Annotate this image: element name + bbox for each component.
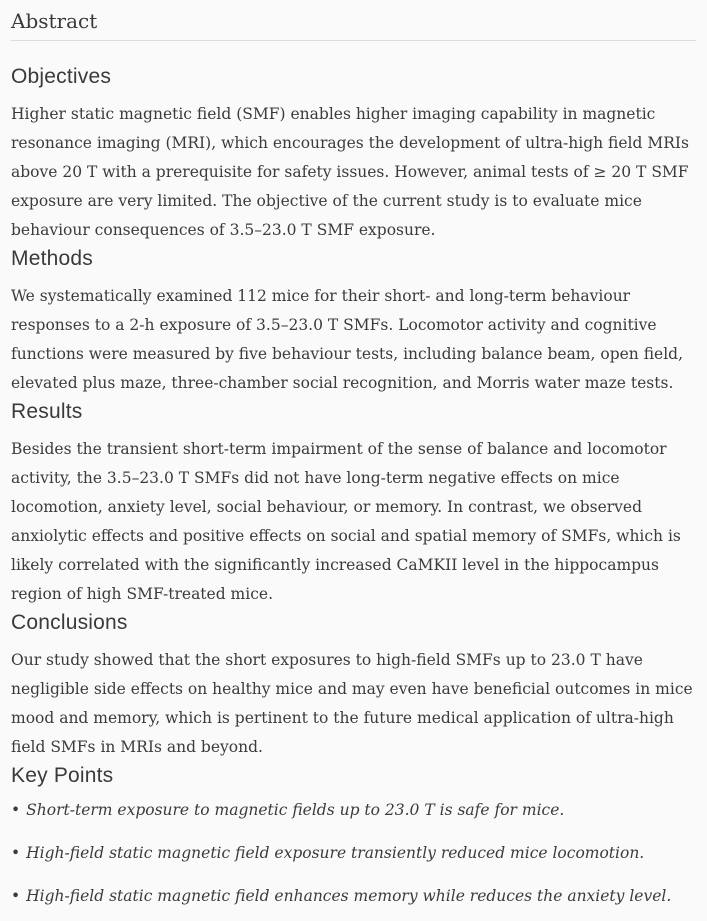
bullet-icon: • (11, 801, 21, 819)
section-text-objectives: Higher static magnetic field (SMF) enables higher imaging capability in magnetic resonance imaging (MRI), which encourages the development of ultra-high field MRIs above 20 T with a prerequisite for safety issues. However, animal tests of ≥ 20 T SMF exposure are very limited. The objective of the current study is to evaluate mice behaviour consequences of 3.5–23.0 T SMF exposure. (11, 105, 689, 239)
section-heading-objectives: Objectives (11, 65, 112, 88)
abstract-section (11, 8, 696, 907)
key-point-text: High-field static magnetic field exposure transiently reduced mice locomotion. (26, 844, 645, 862)
abstract-title: Abstract (11, 9, 98, 33)
bullet-icon: • (11, 887, 21, 905)
key-point-item (11, 799, 696, 821)
section-text-conclusions: Our study showed that the short exposures to high-field SMFs up to 23.0 T have negligible side effects on healthy mice and may even have beneficial outcomes in mice mood and memory, which is pertinent to the future medical application of ultra-high field SMFs in MRIs and beyond. (11, 651, 693, 756)
section-heading-conclusions: Conclusions (11, 611, 128, 634)
section-heading-key-points: Key Points (11, 764, 114, 787)
section-objectives (11, 64, 696, 245)
section-results (11, 399, 696, 609)
section-heading-results: Results (11, 400, 83, 423)
key-point-item (11, 885, 696, 907)
section-text-results: Besides the transient short-term impairment of the sense of balance and locomotor activity, the 3.5–23.0 T SMFs did not have long-term negative effects on mice locomotion, anxiety level, social behaviour, or memory. In contrast, we observed anxiolytic effects and positive effects on social and spatial memory of SMFs, which is likely correlated with the significantly increased CaMKII level in the hippocampus region of high SMF-treated mice. (11, 440, 681, 603)
section-heading-methods: Methods (11, 247, 93, 270)
section-methods (11, 246, 696, 398)
bullet-icon: • (11, 844, 21, 862)
key-point-text: High-field static magnetic field enhances memory while reduces the anxiety level. (26, 887, 672, 905)
section-conclusions (11, 610, 696, 762)
section-key-points (11, 763, 696, 907)
key-point-item (11, 842, 696, 864)
title-divider (11, 40, 696, 41)
section-text-methods: We systematically examined 112 mice for their short- and long-term behaviour responses to a 2-h exposure of 3.5–23.0 T SMFs. Locomotor activity and cognitive functions were measured by five behaviour tests, including balance beam, open field, elevated plus maze, three-chamber social recognition, and Morris water maze tests. (11, 287, 684, 392)
key-point-text: Short-term exposure to magnetic fields up to 23.0 T is safe for mice. (26, 801, 565, 819)
